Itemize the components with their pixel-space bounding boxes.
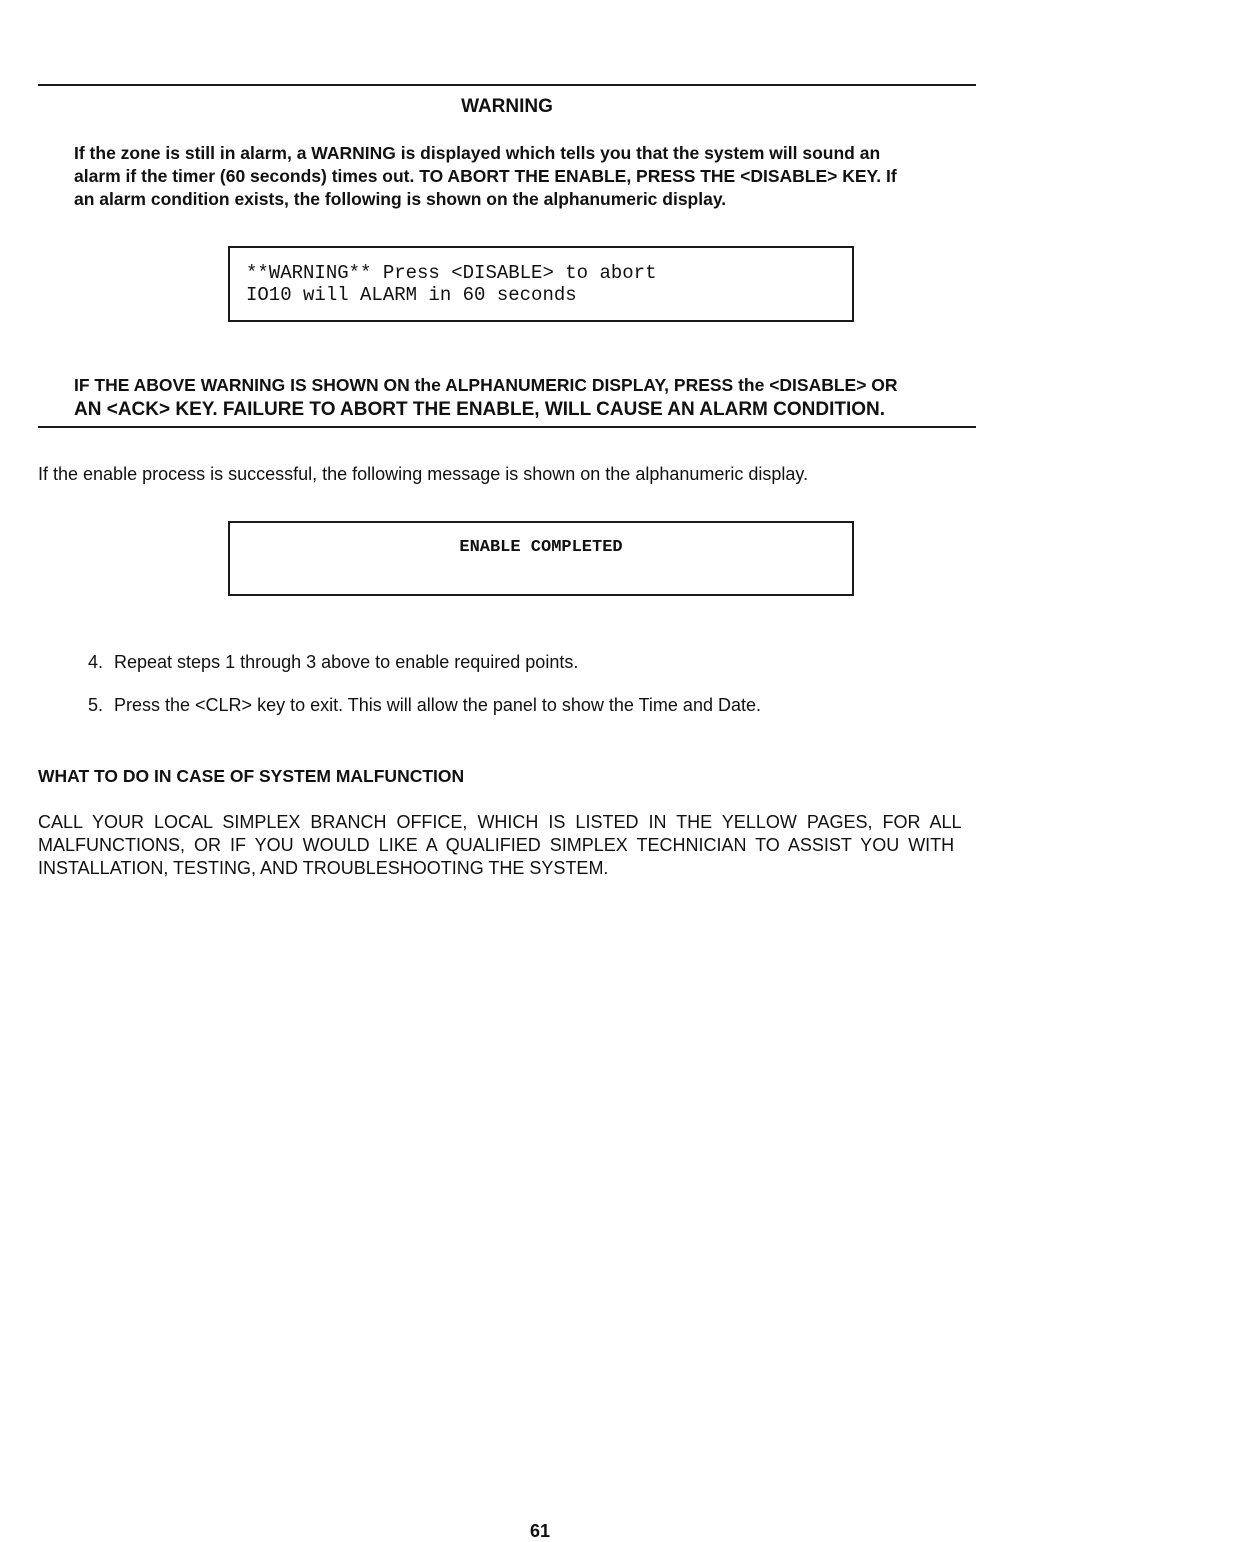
page-number: 61 <box>529 1521 551 1541</box>
warning-bottom-rule <box>38 426 976 428</box>
display-line: ENABLE COMPLETED <box>459 538 623 557</box>
warning-intro-line: alarm if the timer (60 seconds) times out. TO ABORT THE ENABLE, PRESS THE <DISABLE> KEY. If <box>74 166 897 186</box>
malfunction-line: INSTALLATION, TESTING, AND TROUBLESHOOTING THE SYSTEM. <box>38 858 609 878</box>
step-number: 5. <box>88 695 104 715</box>
success-display-box <box>228 521 854 596</box>
warning-display-box <box>228 246 854 322</box>
step-item <box>88 651 578 673</box>
caution-line: IF THE ABOVE WARNING IS SHOWN ON the ALPHANUMERIC DISPLAY, PRESS the <DISABLE> OR <box>74 375 898 395</box>
display-line: **WARNING** Press <DISABLE> to abort <box>246 262 657 284</box>
warning-caution <box>74 374 1034 423</box>
warning-title: WARNING <box>461 96 553 117</box>
step-text: Press the <CLR> key to exit. This will allow the panel to show the Time and Date. <box>114 695 761 715</box>
caution-line: AN <ACK> KEY. FAILURE TO ABORT THE ENABLE, WILL CAUSE AN ALARM CONDITION. <box>74 399 886 420</box>
success-text: If the enable process is successful, the following message is shown on the alphanumeric display. <box>38 464 809 484</box>
step-item <box>88 694 761 716</box>
step-text: Repeat steps 1 through 3 above to enable required points. <box>114 652 579 672</box>
warning-intro-line: If the zone is still in alarm, a WARNING is displayed which tells you that the system will sound an <box>74 143 881 163</box>
malfunction-line: MALFUNCTIONS, OR IF YOU WOULD LIKE A QUALIFIED SIMPLEX TECHNICIAN TO ASSIST YOU WITH <box>38 835 955 855</box>
warning-intro-line: an alarm condition exists, the following is shown on the alphanumeric display. <box>74 189 727 209</box>
warning-top-rule <box>38 84 976 86</box>
malfunction-paragraph <box>38 811 1048 880</box>
malfunction-line: CALL YOUR LOCAL SIMPLEX BRANCH OFFICE, WHICH IS LISTED IN THE YELLOW PAGES, FOR ALL <box>38 812 962 832</box>
warning-intro <box>74 142 1034 211</box>
malfunction-heading: WHAT TO DO IN CASE OF SYSTEM MALFUNCTION <box>38 766 465 786</box>
display-line: IO10 will ALARM in 60 seconds <box>246 284 577 306</box>
step-number: 4. <box>88 652 104 672</box>
